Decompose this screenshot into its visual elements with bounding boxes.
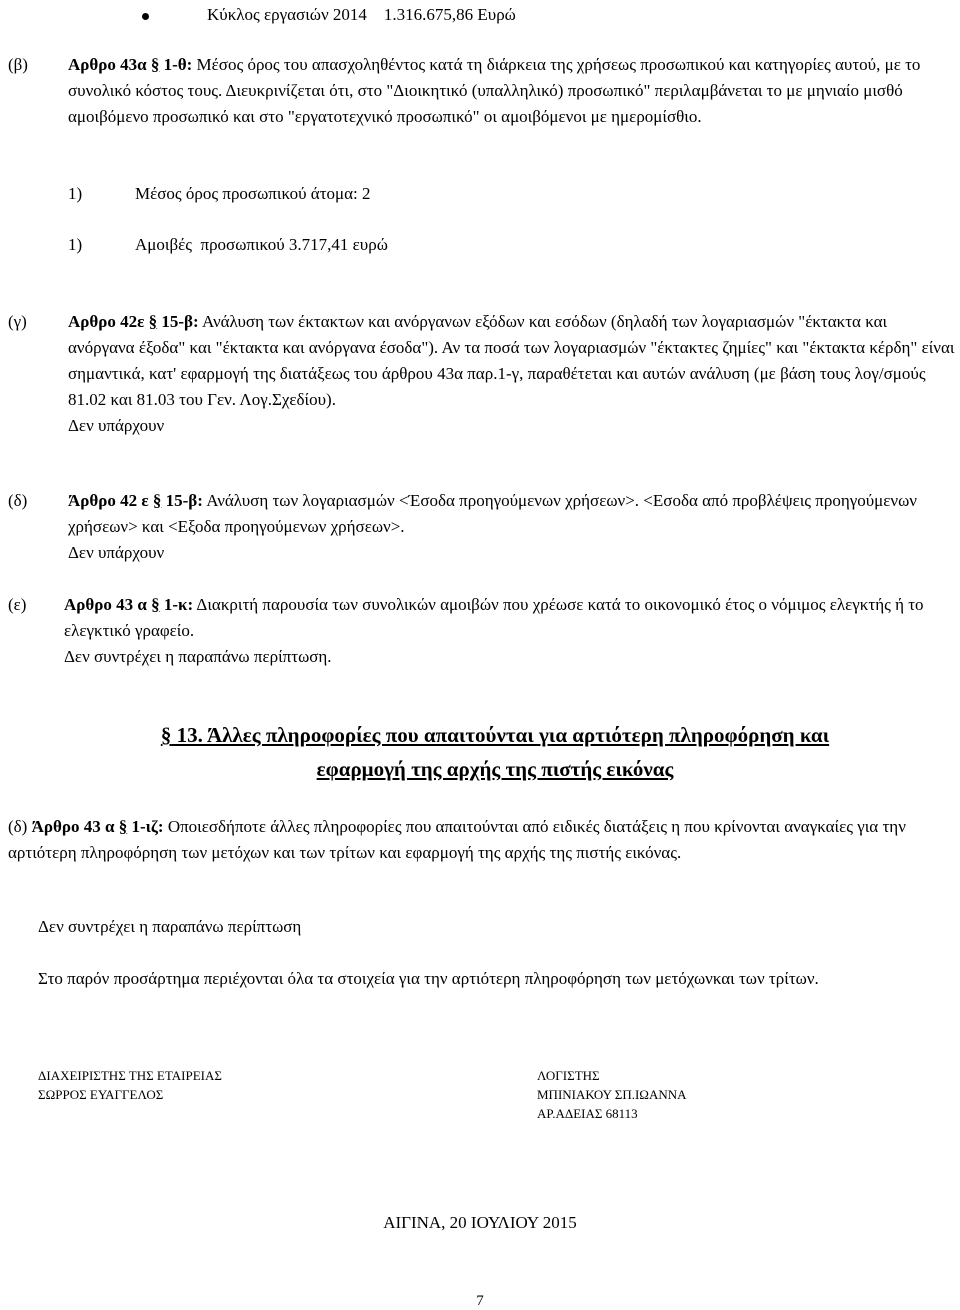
section-e-body (64, 592, 952, 670)
place-date: ΑΙΓΙΝΑ, 20 ΙΟΥΛΙΟΥ 2015 (383, 1213, 577, 1232)
bullet-dot-icon (142, 13, 149, 20)
accountant-title: ΛΟΓΙΣΤΗΣ (537, 1068, 600, 1083)
heading-line2: εφαρμογή της αρχής της πιστής εικόνας (316, 757, 674, 781)
section-e-text: Διακριτή παρουσία των συνολικών αμοιβών που χρέωσε κατά το οικονομικό έτος ο νόμιμος ελεγκτής ή το ελεγκτικό γραφείο. (64, 595, 924, 640)
section-d-marker: (δ) (8, 491, 28, 510)
section-d-note: Δεν υπάρχουν (68, 543, 165, 562)
section-b-item1-num: 1) (68, 184, 83, 203)
section-b-body (68, 52, 956, 130)
section-d2-ref-suffix: 1-ιζ: (127, 817, 164, 836)
turnover-text: Κύκλος εργασιών 2014 1.316.675,86 Ευρώ (207, 5, 516, 24)
signature-left (38, 1066, 222, 1104)
heading-line1: 13. Άλλες πληροφορίες που απαιτούνται για αρτιότερη πληροφόρηση και (171, 723, 830, 747)
section-b-text: Μέσος όρος του απασχοληθέντος κατά τη διάρκεια της χρήσεως προσωπικού και κατηγορίες αυτού, με το συνολικό κόστος τους. Διευκρινίζεται ότι, στο "Διοικητικό (υπαλληλικό) προσωπικό" περιλαμβάνεται το με μηνιαίο μισθό αμοιβόμενο προσωπικό και στο "εργατοτεχνικό προσωπικό" οι αμοιβόμενοι με ημερομίσθιο. (68, 55, 921, 126)
section-e-ref-suffix: 1-κ: (159, 595, 194, 614)
section-e-marker: (ε) (8, 595, 27, 614)
section-g-marker: (γ) (8, 312, 27, 331)
section-g-ref-prefix: Αρθρο 42ε (68, 312, 149, 331)
accountant-name: ΜΠΙΝΙΑΚΟΥ ΣΠ.ΙΩΑΝΝΑ (537, 1087, 687, 1102)
section-symbol-icon: § (152, 491, 162, 510)
section-g-note: Δεν υπάρχουν (68, 416, 165, 435)
section-d-ref-suffix: 15-β: (161, 491, 203, 510)
section-13-heading (40, 718, 950, 786)
section-d2-body (8, 814, 943, 866)
signature-right (537, 1066, 687, 1123)
section-symbol-icon: § (160, 723, 172, 747)
section-g-body (68, 309, 956, 439)
section-b-marker: (β) (8, 55, 28, 74)
section-d2-note: Δεν συντρέχει η παραπάνω περίπτωση (38, 917, 302, 936)
closing-paragraph: Στο παρόν προσάρτημα περιέχονται όλα τα στοιχεία για την αρτιότερη πληροφόρηση των μετόχωνκαι των τρίτων. (38, 969, 819, 988)
bullet-item (0, 2, 960, 28)
section-g-text: Ανάλυση των έκτακτων και ανόργανων εξόδων και εσόδων (δηλαδή των λογαριασμών "έκτακτα και ανόργανα έξοδα" και "έκτακτα και ανόργανα έσοδα"). Αν τα ποσά των λογαριασμών "έκτακτες ζημίες" και "έκτακτα κέρδη" είναι σημαντικά, κατ' εφαρμογή της διατάξεως του άρθρου 43α παρ.1-γ, παραθέτεται και αυτών ανάλυση (με βάση τους λογ/σμούς 81.02 και 81.03 του Γεν. Λογ.Σχεδίου). (68, 312, 955, 409)
section-d2-marker: (δ) (8, 817, 32, 836)
section-d2-text: Οποιεσδήποτε άλλες πληροφορίες που απαιτούνται από ειδικές διατάξεις η που κρίνονται αναγκαίες για την αρτιότερη πληροφόρηση των μετόχων και των τρίτων και εφαρμογή της αρχής της πιστής εικόνας. (8, 817, 906, 862)
section-symbol-icon: § (151, 595, 160, 614)
section-b-item2-text: Αμοιβές προσωπικού 3.717,41 ευρώ (135, 235, 388, 254)
section-b-item1-text: Μέσος όρος προσωπικού άτομα: 2 (135, 184, 371, 203)
section-e-ref-prefix: Αρθρο 43 α (64, 595, 152, 614)
section-symbol-icon: § (148, 312, 158, 331)
section-b-item2-num: 1) (68, 235, 83, 254)
section-symbol-icon: § (118, 817, 128, 836)
section-d-ref-prefix: Άρθρο 42 ε (68, 491, 153, 510)
section-e-note: Δεν συντρέχει η παραπάνω περίπτωση. (64, 647, 332, 666)
section-symbol-icon: § (150, 55, 160, 74)
manager-name: ΣΩΡΡΟΣ ΕΥΑΓΓΕΛΟΣ (38, 1087, 164, 1102)
section-d-text: Ανάλυση των λογαριασμών <Έσοδα προηγούμενων χρήσεων>. <Εσοδα από προβλέψεις προηγούμενων χρήσεων> και <Εξοδα προηγούμενων χρήσεων>. (68, 491, 917, 536)
section-b-ref-prefix: Αρθρο 43α (68, 55, 151, 74)
section-g-ref-suffix: 15-β: (157, 312, 199, 331)
section-d2-ref-prefix: Άρθρο 43 α (31, 817, 119, 836)
section-b-ref-suffix: 1-θ: (159, 55, 193, 74)
accountant-license: ΑΡ.ΑΔΕΙΑΣ 68113 (537, 1106, 638, 1121)
manager-title: ΔΙΑΧΕΙΡΙΣΤΗΣ ΤΗΣ ΕΤΑΙΡΕΙΑΣ (38, 1068, 222, 1083)
page-number: 7 (476, 1293, 484, 1309)
section-d-body (68, 488, 956, 566)
